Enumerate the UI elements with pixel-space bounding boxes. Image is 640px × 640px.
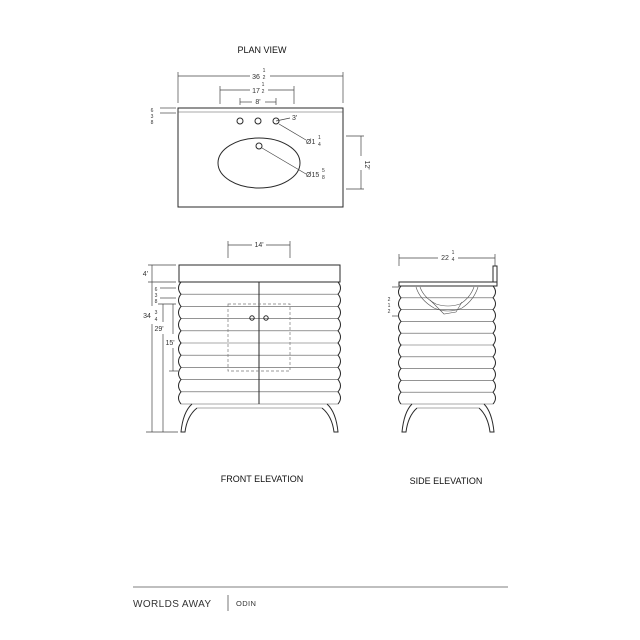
front-elevation-title: FRONT ELEVATION [220, 474, 304, 484]
cabinet-wavy-edge-right [338, 282, 341, 404]
side-leg-back [479, 404, 494, 432]
svg-text:8: 8 [154, 299, 158, 305]
plan-view [151, 68, 370, 207]
svg-text:4: 4 [318, 142, 321, 148]
dim-basin-depth [388, 287, 399, 316]
front-knob-left [250, 316, 254, 320]
svg-text:8: 8 [322, 175, 325, 181]
svg-text:3: 3 [150, 114, 154, 120]
dim-side-depth [399, 250, 495, 266]
side-countertop [399, 282, 497, 286]
side-cabinet-body [399, 286, 496, 404]
svg-text:3: 3 [154, 310, 158, 316]
dim-front-heights [143, 265, 178, 432]
svg-text:36: 36 [252, 74, 260, 81]
plan-drain [256, 143, 262, 149]
svg-text:12': 12' [363, 160, 370, 170]
svg-text:22: 22 [441, 255, 449, 262]
svg-text:Ø1: Ø1 [306, 139, 316, 146]
svg-text:4: 4 [154, 317, 158, 323]
dim-sink-width [228, 241, 290, 258]
svg-text:8: 8 [150, 120, 154, 126]
front-leg-left [181, 404, 197, 432]
svg-text:3: 3 [154, 293, 158, 299]
side-elevation [388, 250, 497, 432]
side-backsplash [493, 266, 497, 282]
svg-text:17: 17 [252, 88, 260, 95]
cabinet-wavy-edge-left [399, 286, 402, 404]
handle-offset-label: 3' [292, 115, 298, 122]
svg-text:34: 34 [143, 313, 151, 320]
svg-text:5: 5 [322, 168, 325, 174]
plan-view-title: PLAN VIEW [237, 45, 287, 55]
footer-model: ODIN [236, 599, 257, 608]
svg-text:1: 1 [262, 68, 266, 74]
faucet-hole-center [255, 118, 261, 124]
footer-brand: WORLDS AWAY [133, 599, 212, 610]
svg-text:4': 4' [142, 271, 148, 278]
front-elevation [143, 241, 341, 432]
svg-text:6: 6 [150, 108, 154, 114]
svg-text:2: 2 [261, 89, 265, 95]
svg-text:Ø15: Ø15 [306, 172, 320, 179]
dim-back-depth [151, 108, 176, 126]
svg-text:2: 2 [387, 309, 391, 315]
svg-text:29': 29' [154, 326, 164, 333]
svg-text:15': 15' [165, 340, 175, 347]
svg-text:2: 2 [262, 75, 266, 81]
dim-hole-diameter [279, 124, 321, 148]
svg-text:4: 4 [451, 257, 455, 263]
dim-plan-depth [346, 136, 370, 189]
svg-text:6: 6 [154, 287, 158, 293]
svg-text:1: 1 [261, 82, 265, 88]
dim-overall-width [178, 68, 343, 103]
svg-text:1: 1 [387, 303, 391, 309]
faucet-hole-left [237, 118, 243, 124]
front-knob-right [264, 316, 268, 320]
svg-text:2: 2 [387, 297, 391, 303]
cabinet-wavy-edge-right [493, 286, 496, 404]
side-elevation-title: SIDE ELEVATION [409, 476, 483, 486]
svg-text:14': 14' [254, 242, 264, 249]
dim-handle-spacing [240, 98, 276, 106]
front-leg-right [322, 404, 338, 432]
svg-text:8': 8' [255, 99, 261, 106]
svg-text:1: 1 [451, 250, 455, 256]
side-leg-front [402, 404, 417, 432]
side-basin-section [416, 287, 478, 311]
cabinet-wavy-edge-left [179, 282, 182, 404]
front-countertop [179, 265, 340, 282]
svg-text:1: 1 [318, 135, 321, 141]
